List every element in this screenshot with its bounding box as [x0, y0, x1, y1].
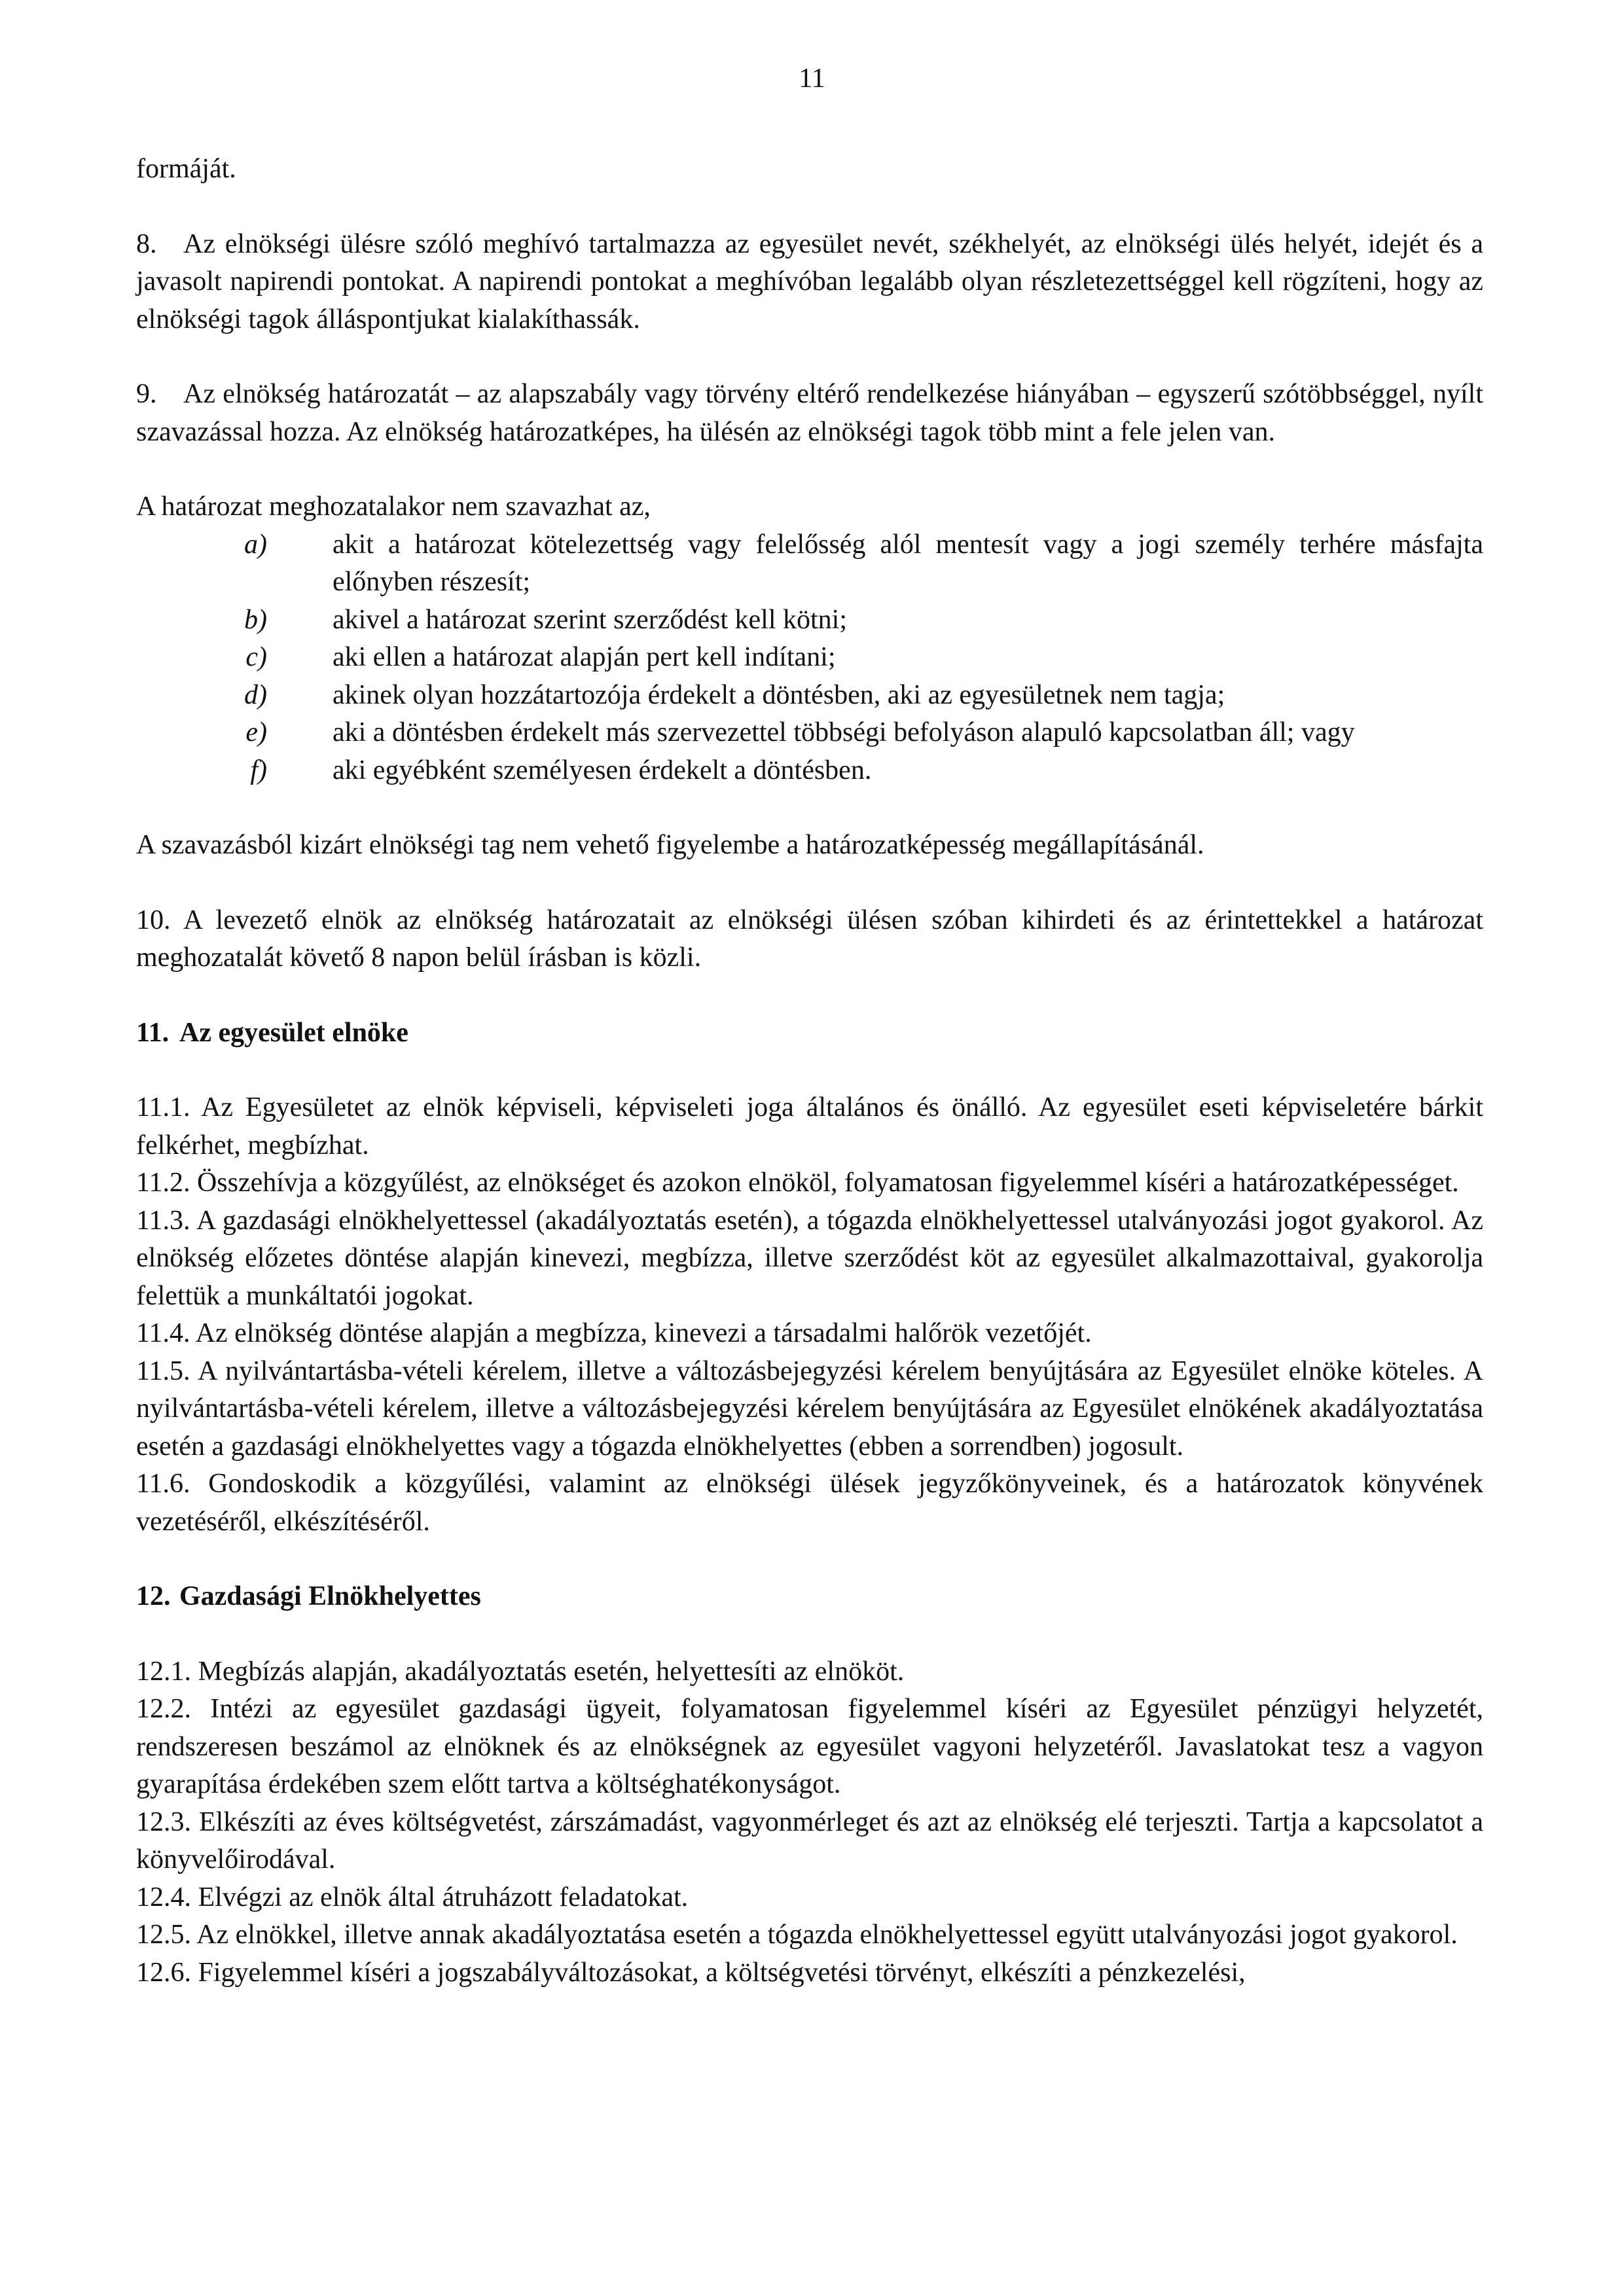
vote-exclusion-list: [136, 526, 1483, 790]
list-letter: d): [244, 679, 267, 710]
section-heading-12: [136, 1578, 1483, 1616]
clause-12-4: 12.4. Elvégzi az elnök által átruházott feladatokat.: [136, 1882, 689, 1912]
list-item: [136, 526, 1483, 601]
paragraph-10: [136, 902, 1483, 977]
list-item: [136, 601, 1483, 639]
list-letter: b): [244, 604, 267, 635]
list-text: akinek olyan hozzátartozója érdekelt a döntésben, aki az egyesületnek nem tagja;: [333, 679, 1225, 710]
paragraph-8: [136, 226, 1483, 339]
list-text: aki ellen a határozat alapján pert kell indítani;: [333, 642, 836, 672]
clause-11-4: 11.4. Az elnökség döntése alapján a megbízza, kinevezi a társadalmi halőrök vezetőjét.: [136, 1318, 1092, 1348]
clause-12-5: 12.5. Az elnökkel, illetve annak akadályoztatása esetén a tógazda elnökhelyettessel együtt utalványozási jogot gyakorol.: [136, 1920, 1458, 1950]
section-number: 12.: [136, 1581, 171, 1611]
clause-11-2: 11.2. Összehívja a közgyűlést, az elnökséget és azokon elnököl, folyamatosan figyelemmel kíséri a határozatképességet.: [136, 1168, 1459, 1198]
paragraph-text: Az elnökségi ülésre szóló meghívó tartalmazza az egyesület nevét, székhelyét, az elnökségi ülés helyét, idejét és a javasolt napirendi pontokat. A napirendi pontokat a meghívóban legalább olyan részletezettséggel kell rögzíteni, hogy az elnökségi tagok álláspontjukat kialakíthassák.: [136, 228, 1483, 334]
section-heading-11: [136, 1014, 1483, 1052]
list-item: [136, 714, 1483, 752]
vote-exclusion-lead: A határozat meghozatalakor nem szavazhat az,: [136, 492, 651, 522]
section-title: Gazdasági Elnökhelyettes: [179, 1581, 481, 1611]
section-12-body: [136, 1653, 1483, 1992]
list-text: akit a határozat kötelezettség vagy felelősség alól mentesít vagy a jogi személy terhére másfajta előnyben részesít;: [333, 529, 1483, 597]
clause-11-3: 11.3. A gazdasági elnökhelyettessel (akadályoztatás esetén), a tógazda elnökhelyettessel utalványozási jogot gyakorol. Az elnökség előzetes döntése alapján kinevezi, megbízza, illetve szerződést köt az egyesület alkalmazottaival, gyakorolja felettük a munkáltatói jogokat.: [136, 1205, 1483, 1311]
paragraph-number: 8.: [136, 228, 157, 259]
list-letter: f): [250, 755, 267, 785]
list-item: [136, 639, 1483, 677]
clause-12-3: 12.3. Elkészíti az éves költségvetést, zárszámadást, vagyonmérleget és azt az elnökség elé terjeszti. Tartja a kapcsolatot a könyvelőirodával.: [136, 1806, 1483, 1874]
clause-11-1: 11.1. Az Egyesületet az elnök képviseli, képviseleti joga általános és önálló. Az egyesület eseti képviseletére bárkit felkérhet, megbízhat.: [136, 1092, 1483, 1160]
page-number: 11: [799, 63, 825, 94]
vote-exclusion-note: A szavazásból kizárt elnökségi tag nem vehető figyelembe a határozatképesség megállapításánál.: [136, 830, 1204, 860]
intro-text: formáját.: [136, 154, 236, 184]
paragraph-text: Az elnökség határozatát – az alapszabály vagy törvény eltérő rendelkezése hiányában – egyszerű szótöbbséggel, nyílt szavazással hozza. Az elnökség határozatképes, ha ülésén az elnökségi tagok több mint a fele jelen van.: [136, 379, 1483, 447]
clause-11-5: 11.5. A nyilvántartásba-vételi kérelem, illetve a változásbejegyzési kérelem benyújtására az Egyesület elnöke köteles. A nyilvántartásba-vételi kérelem, illetve a változásbejegyzési kérelem benyújtására az Egyesület elnökének akadályoztatása esetén a gazdasági elnökhelyettes vagy a tógazda elnökhelyettes (ebben a sorrendben) jogosult.: [136, 1355, 1483, 1462]
paragraph-number: 10.: [136, 905, 171, 935]
list-text: aki egyébként személyesen érdekelt a döntésben.: [333, 755, 872, 785]
paragraph-number: 9.: [136, 379, 157, 409]
clause-12-1: 12.1. Megbízás alapján, akadályoztatás esetén, helyettesíti az elnököt.: [136, 1656, 905, 1687]
section-11-body: [136, 1089, 1483, 1541]
clause-12-2: 12.2. Intézi az egyesület gazdasági ügyeit, folyamatosan figyelemmel kíséri az Egyesület pénzügyi helyzetét, rendszeresen beszámol az elnöknek és az elnökségnek az egyesület vagyoni helyzetéről. Javaslatokat tesz a vagyon gyarapítása érdekében szem előtt tartva a költséghatékonyságot.: [136, 1694, 1483, 1799]
page-content: [136, 151, 1483, 1992]
list-text: akivel a határozat szerint szerződést kell kötni;: [333, 604, 848, 635]
list-item: [136, 752, 1483, 790]
list-text: aki a döntésben érdekelt más szervezettel többségi befolyáson alapuló kapcsolatban áll; vagy: [333, 717, 1355, 747]
list-letter: c): [245, 642, 267, 672]
section-title: Az egyesület elnöke: [179, 1017, 408, 1048]
paragraph-text: A levezető elnök az elnökség határozatait az elnökségi ülésen szóban kihirdeti és az érintettekkel a határozat meghozatalát követő 8 napon belül írásban is közli.: [136, 905, 1483, 973]
list-letter: a): [244, 529, 267, 560]
clause-11-6: 11.6. Gondoskodik a közgyűlési, valamint az elnökségi ülések jegyzőkönyveinek, és a határozatok könyvének vezetéséről, elkészítéséről.: [136, 1469, 1483, 1537]
section-number: 11.: [136, 1017, 170, 1048]
clause-12-6: 12.6. Figyelemmel kíséri a jogszabályváltozásokat, a költségvetési törvényt, elkészíti a pénzkezelési,: [136, 1957, 1246, 1988]
list-item: [136, 677, 1483, 715]
paragraph-9: [136, 376, 1483, 451]
list-letter: e): [245, 717, 267, 747]
